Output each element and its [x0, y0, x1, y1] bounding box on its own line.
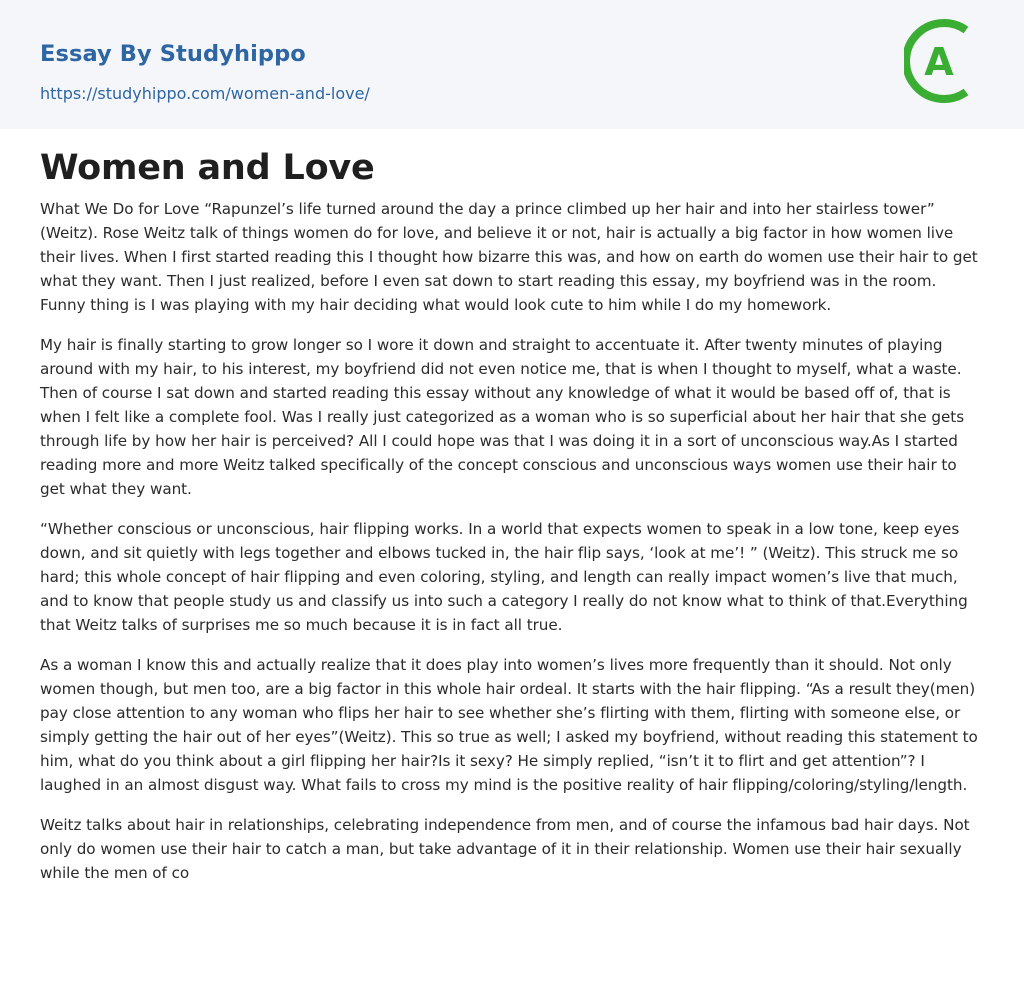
studyhippo-logo-icon[interactable] — [904, 18, 990, 104]
essay-content — [40, 129, 986, 901]
essay-title: Women and Love — [40, 148, 375, 188]
brand-name[interactable]: Essay By Studyhippo — [40, 41, 306, 67]
essay-paragraph-4: As a woman I know this and actually realize that it does play into women’s lives more frequently than it should. Not only women though, but men too, are a big factor in this whole hair ordeal. It starts with the hair flipping. “As a result they(men) pay close attention to any woman who flips her hair to see whether she’s flirting with them, flirting with someone else, or simply getting the hair out of her eyes”(Weitz). This so true as well; I asked my boyfriend, without reading this statement to him, what do you think about a girl flipping her hair?Is it sexy? He simply replied, “isn’t it to flirt and get attention”? I laughed in an almost disgust way. What fails to cross my mind is the positive reality of hair flipping/coloring/styling/length. — [40, 656, 978, 794]
source-url-link[interactable]: https://studyhippo.com/women-and-love/ — [40, 84, 370, 103]
essay-paragraph-1: What We Do for Love “Rapunzel’s life turned around the day a prince climbed up her hair and into her stairless tower” (Weitz). Rose Weitz talk of things women do for love, and believe it or not, hair is actually a big factor in how women live their lives. When I first started reading this I thought how bizarre this was, and how on earth do women use their hair to get what they want. Then I just realized, before I even sat down to start reading this essay, my boyfriend was in the room. Funny thing is I was playing with my hair deciding what would look cute to him while I do my homework. — [40, 200, 978, 314]
essay-paragraph-2: My hair is finally starting to grow longer so I wore it down and straight to accentuate it. After twenty minutes of playing around with my hair, to his interest, my boyfriend did not even notice me, that is when I thought to myself, what a waste. Then of course I sat down and started reading this essay without any knowledge of what it would be based off of, that is when I felt like a complete fool. Was I really just categorized as a woman who is so superficial about her hair that she gets through life by how her hair is perceived? All I could hope was that I was doing it in a sort of unconscious way.As I started reading more and more Weitz talked specifically of the concept conscious and unconscious ways women use their hair to get what they want. — [40, 336, 965, 498]
site-header — [0, 0, 1024, 129]
essay-paragraph-3: “Whether conscious or unconscious, hair flipping works. In a world that expects women to speak in a low tone, keep eyes down, and sit quietly with legs together and elbows tucked in, the hair flip says, ‘look at me’! ” (Weitz). This struck me so hard; this whole concept of hair flipping and even coloring, styling, and length can really impact women’s live that much, and to know that people study us and classify us into such a category I really do not know what to think of that.Everything that Weitz talks of surprises me so much because it is in fact all true. — [40, 520, 968, 634]
logo-letter: A — [924, 40, 954, 84]
essay-paragraph-5: Weitz talks about hair in relationships, celebrating independence from men, and of course the infamous bad hair days. Not only do women use their hair to catch a man, but take advantage of it in their relationship. Women use their hair sexually while the men of co — [40, 816, 970, 882]
